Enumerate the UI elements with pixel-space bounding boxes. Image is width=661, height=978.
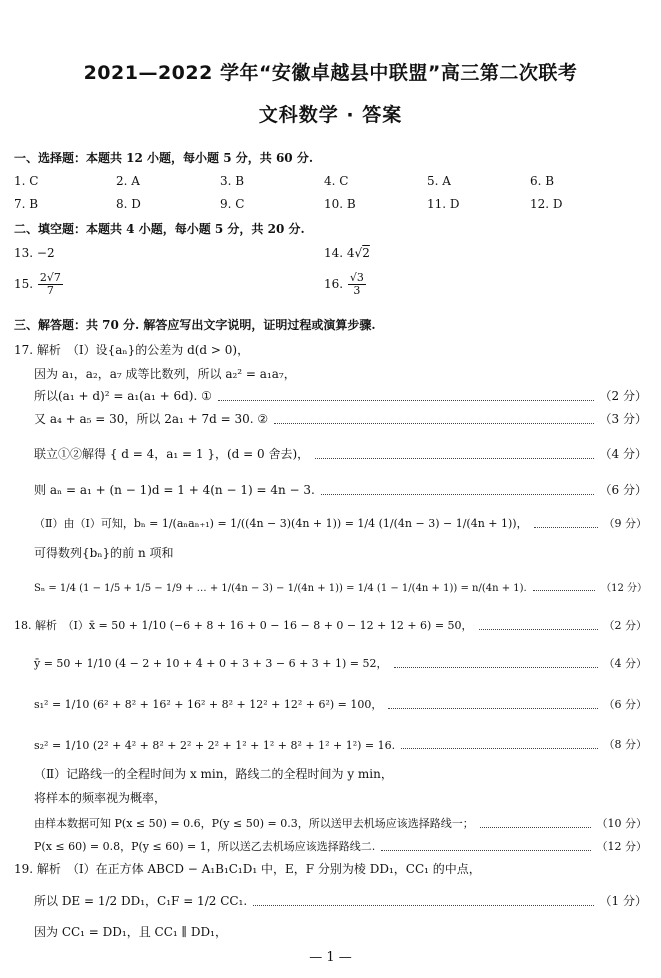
document-title: 2021—2022 学年“安徽卓越县中联盟”高三第二次联考 (83, 62, 578, 84)
q18-line-7 (34, 815, 647, 831)
choice-answer: 9. C (220, 197, 245, 211)
fill-answer-16-label: 16. (324, 277, 344, 291)
sqrt-sign: √ (354, 246, 363, 260)
q18-line-2 (34, 655, 647, 671)
dot-leader (388, 707, 597, 709)
fill-answer-14-text: 14. 4 (324, 246, 355, 260)
q17-line-4 (34, 411, 647, 427)
choice-row-1 (14, 174, 647, 190)
solution-step: s₁² = 1/10 (6² + 8² + 16² + 16² + 8² + 12² + 12² + 6²) = 100， (34, 698, 383, 711)
q17-line-2: 因为 a₁，a₂，a₇ 成等比数列，所以 a₂² = a₁a₇， (34, 367, 296, 381)
solution-step: 所以 DE = 1/2 DD₁，C₁F = 1/2 CC₁. (34, 894, 248, 908)
dot-leader (534, 526, 598, 528)
solution-step: ȳ = 50 + 1/10 (4 − 2 + 10 + 4 + 0 + 3 + 3 − 6 + 3 + 1) = 52， (34, 657, 388, 670)
fill-answer-15 (14, 272, 64, 297)
page-number: — 1 — (309, 950, 352, 965)
solution-step: 18. 解析 （Ⅰ）x̄ = 50 + 1/10 (−6 + 8 + 16 + 0 − 16 − 8 + 0 − 12 + 12 + 6) = 50， (14, 619, 473, 632)
q18-line-1 (14, 617, 647, 633)
score-points: （8 分） (603, 738, 647, 751)
solution-step: P(x ≤ 60) = 0.8，P(y ≤ 60) = 1，所以送乙去机场应该选择路线二. (34, 840, 376, 853)
choice-answer: 4. C (324, 174, 349, 188)
dot-leader (321, 493, 594, 495)
fill-answer-14 (324, 246, 370, 260)
fraction-numerator: √3 (349, 271, 364, 284)
q19-line-1: 19. 解析 （Ⅰ）在正方体 ABCD − A₁B₁C₁D₁ 中，E，F 分别为棱 DD₁，CC₁ 的中点， (14, 862, 481, 876)
document-subtitle: 文科数学 · 答案 (258, 104, 403, 126)
score-points: （1 分） (599, 894, 647, 908)
q17-line-9 (34, 578, 647, 594)
choice-answer: 5. A (427, 174, 451, 188)
score-points: （2 分） (599, 389, 647, 403)
fraction-numerator: 2√7 (39, 271, 61, 284)
choice-answer: 8. D (116, 197, 141, 211)
dot-leader (218, 399, 594, 401)
fraction (38, 272, 63, 297)
q18-line-6: 将样本的频率视为概率， (34, 791, 167, 805)
q17-line-3 (34, 388, 647, 404)
fill-answer-13: 13. −2 (14, 246, 55, 260)
q17-line-1: 17. 解析 （Ⅰ）设{aₙ}的公差为 d(d > 0)， (14, 343, 250, 357)
solution-step: 则 aₙ = a₁ + (n − 1)d = 1 + 4(n − 1) = 4n − 3. (34, 483, 315, 497)
dot-leader (274, 422, 593, 424)
section-choice-heading: 一、选择题：本题共 12 小题，每小题 5 分，共 60 分. (14, 151, 313, 165)
section-solution-heading: 三、解答题：共 70 分. 解答应写出文字说明，证明过程或演算步骤. (14, 318, 376, 332)
q18-line-4 (34, 736, 647, 752)
solution-step: （Ⅱ）由（Ⅰ）可知，bₙ = 1/(aₙaₙ₊₁) = 1/((4n − 3)(4n + 1)) = 1/4 (1/(4n − 3) − 1/(4n + 1))， (34, 517, 528, 530)
q19-line-2 (34, 893, 647, 909)
q17-line-7 (34, 515, 647, 531)
q17-line-5 (34, 446, 647, 462)
choice-answer: 7. B (14, 197, 39, 211)
choice-row-2 (14, 197, 647, 213)
q18-line-3 (34, 696, 647, 712)
fraction-denominator: 3 (353, 284, 361, 297)
choice-answer: 1. C (14, 174, 39, 188)
score-points: （3 分） (599, 412, 647, 426)
dot-leader (394, 666, 598, 668)
q18-line-8 (34, 838, 647, 854)
score-points: （6 分） (603, 698, 647, 711)
choice-answer: 11. D (427, 197, 460, 211)
choice-answer: 2. A (116, 174, 140, 188)
solution-step: Sₙ = 1/4 (1 − 1/5 + 1/5 − 1/9 + … + 1/(4n − 3) − 1/(4n + 1)) = 1/4 (1 − 1/(4n + 1)) = n/(4n + 1). (34, 583, 527, 594)
score-points: （9 分） (603, 517, 647, 530)
score-points: （12 分） (601, 583, 647, 594)
dot-leader (480, 826, 591, 828)
q17-line-6 (34, 482, 647, 498)
dot-leader (479, 628, 598, 630)
choice-answer: 6. B (530, 174, 555, 188)
solution-step: s₂² = 1/10 (2² + 4² + 8² + 2² + 2² + 1² + 1² + 8² + 1² + 1²) = 16. (34, 739, 396, 752)
q17-line-8: 可得数列{bₙ}的前 n 项和 (34, 546, 174, 560)
choice-answer: 3. B (220, 174, 245, 188)
fraction-denominator: 7 (46, 284, 54, 297)
fill-answers-row-2 (14, 272, 647, 312)
score-points: （4 分） (599, 447, 647, 461)
dot-leader (381, 849, 590, 851)
score-points: （10 分） (596, 817, 647, 830)
solution-step: 由样本数据可知 P(x ≤ 50) = 0.6，P(y ≤ 50) = 0.3，所以送甲去机场应该选择路线一； (34, 817, 474, 830)
choice-answer: 10. B (324, 197, 356, 211)
solution-step: 所以(a₁ + d)² = a₁(a₁ + 6d). ① (34, 389, 212, 403)
solution-step: 联立①②解得 { d = 4，a₁ = 1 }，(d = 0 舍去)， (34, 447, 310, 461)
score-points: （6 分） (599, 483, 647, 497)
choice-answer: 12. D (530, 197, 563, 211)
dot-leader (533, 589, 595, 591)
dot-leader (401, 747, 597, 749)
fill-answer-14-radicand: 2 (362, 246, 370, 260)
q18-line-5: （Ⅱ）记路线一的全程时间为 x min，路线二的全程时间为 y min， (34, 767, 393, 781)
q19-line-3: 因为 CC₁ = DD₁，且 CC₁ ∥ DD₁， (34, 925, 227, 939)
fraction (348, 272, 366, 297)
fill-answer-16 (324, 272, 367, 297)
dot-leader (253, 904, 593, 906)
dot-leader (315, 457, 593, 459)
score-points: （12 分） (596, 840, 647, 853)
solution-step: 又 a₄ + a₅ = 30，所以 2a₁ + 7d = 30. ② (34, 412, 269, 426)
section-fill-heading: 二、填空题：本题共 4 小题，每小题 5 分，共 20 分. (14, 222, 305, 236)
score-points: （4 分） (603, 657, 647, 670)
score-points: （2 分） (603, 619, 647, 632)
fill-answer-15-label: 15. (14, 277, 34, 291)
